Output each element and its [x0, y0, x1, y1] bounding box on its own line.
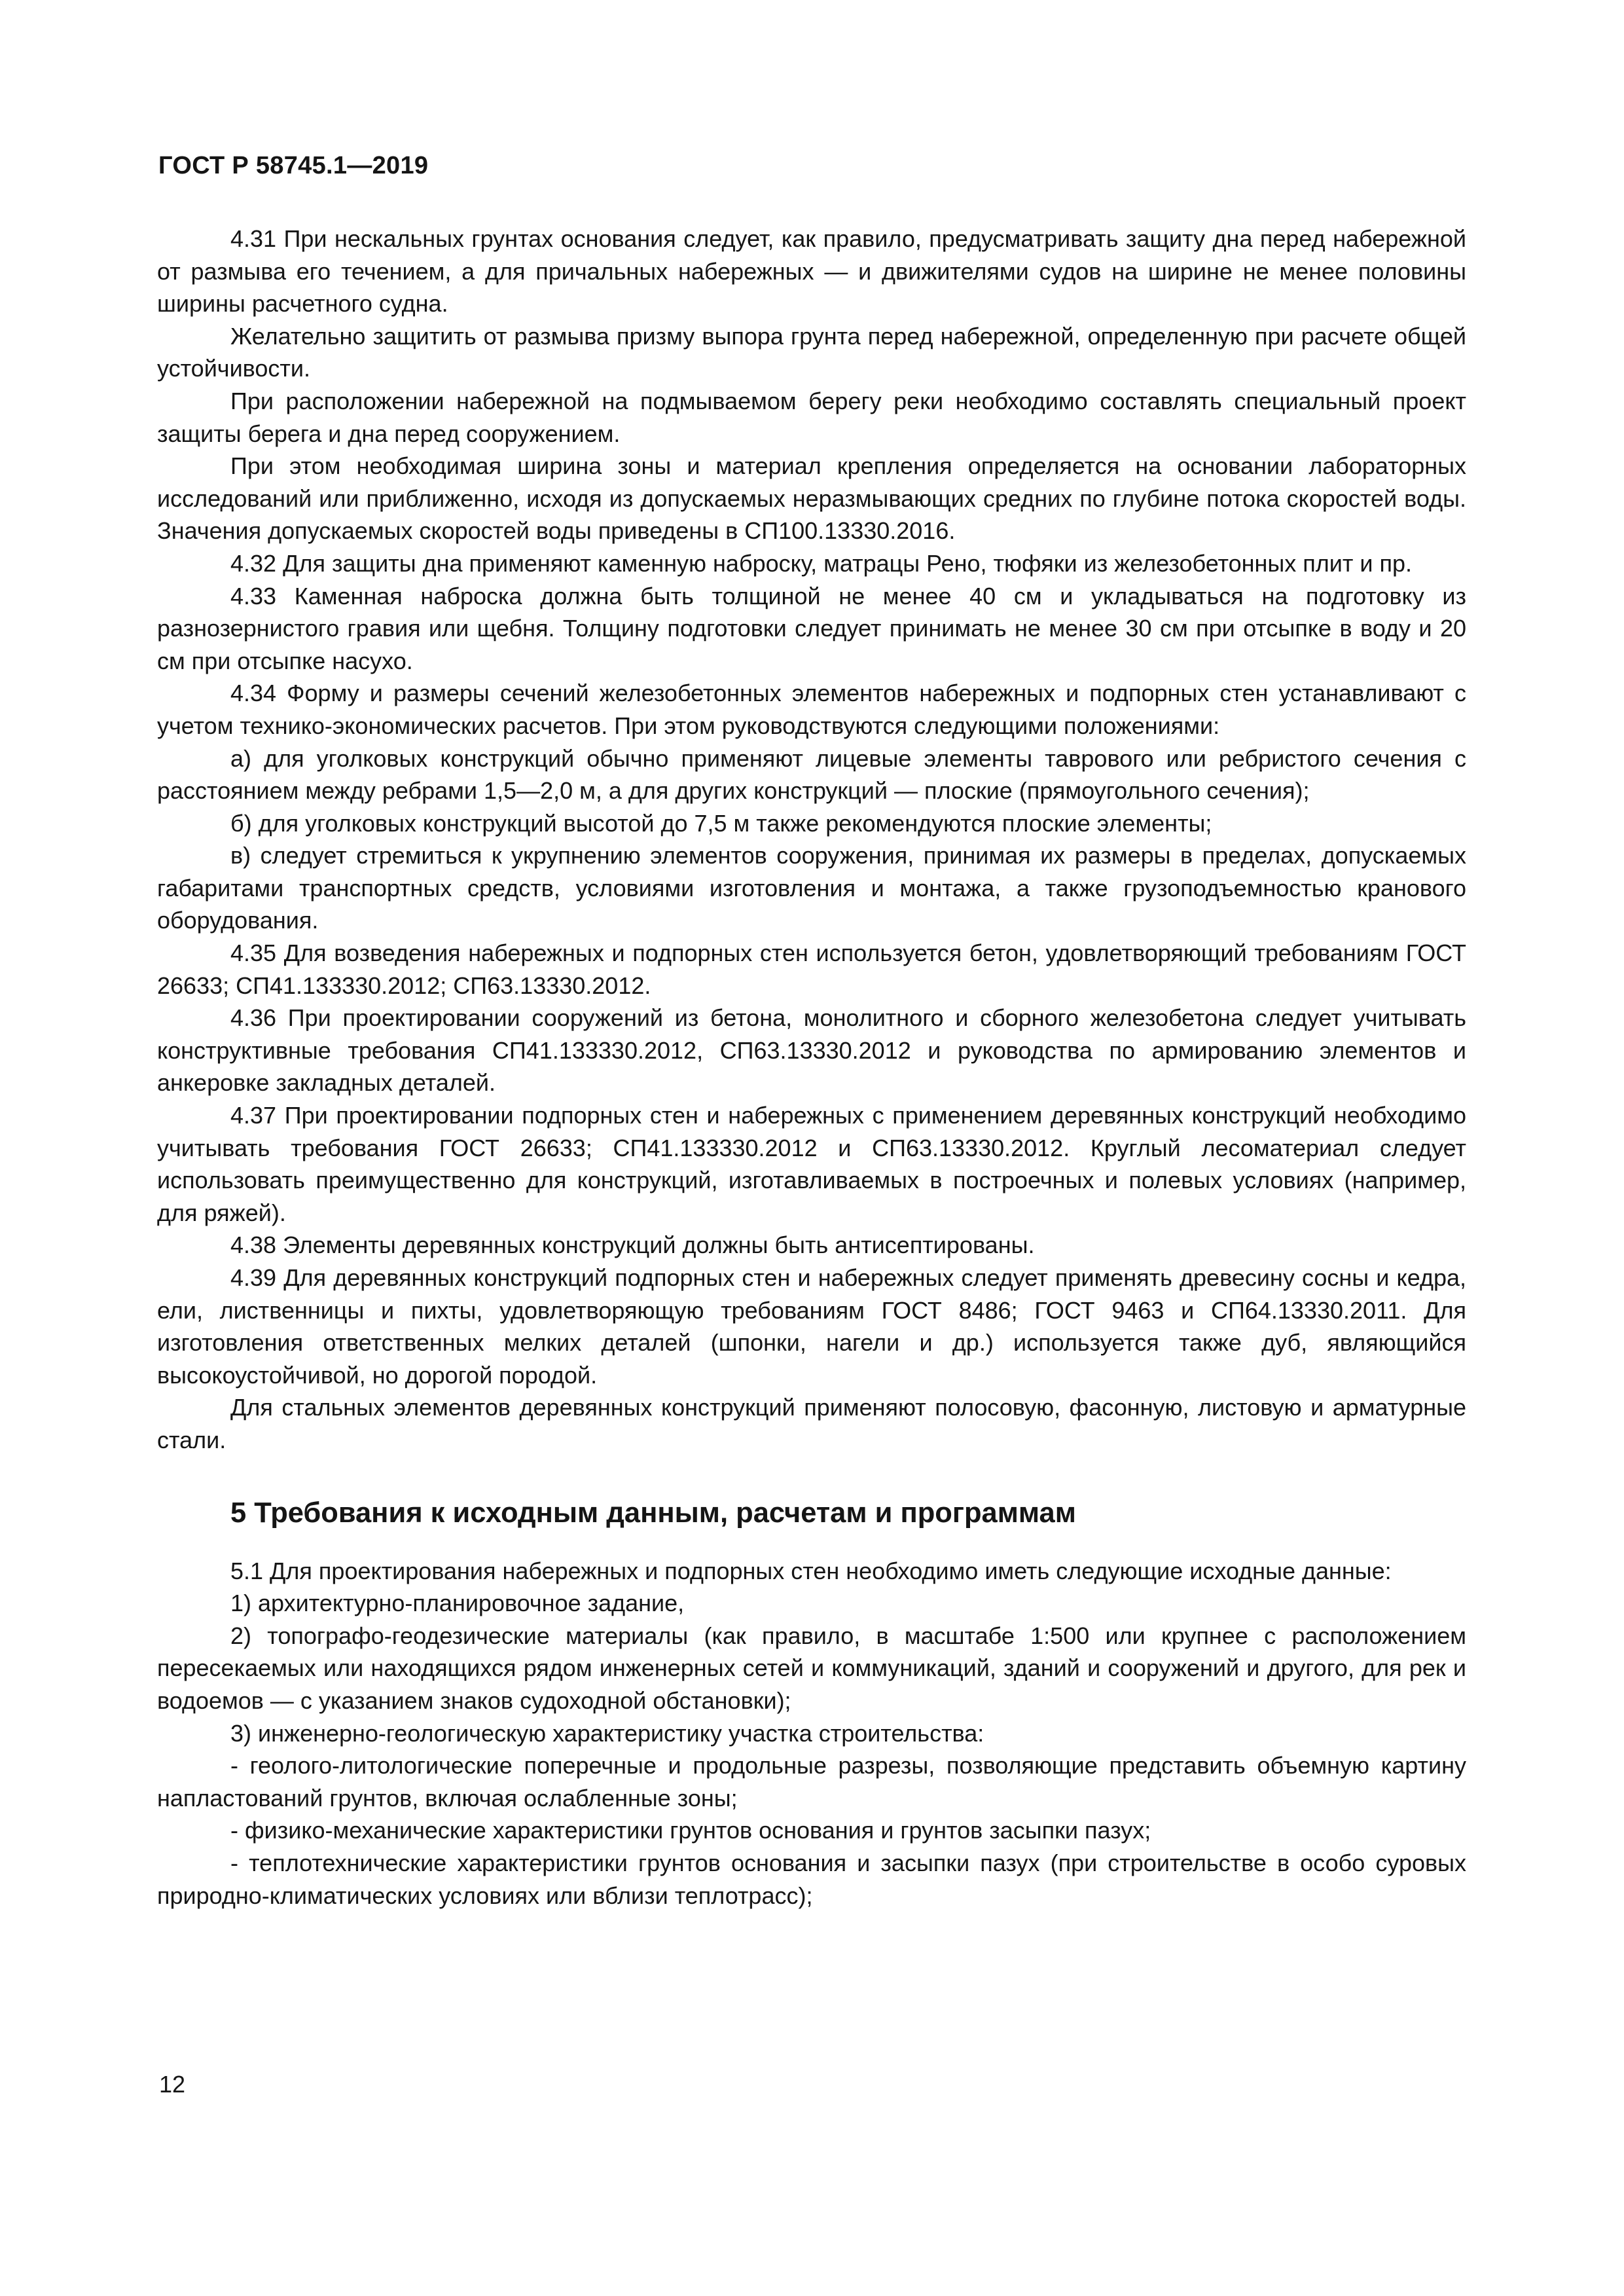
- list-item-4-34-b: б) для уголковых конструкций высотой до 7,5 м также рекомендуются плоские элементы;: [230, 809, 1212, 837]
- list-item-5-1-3: 3) инженерно-геологическую характеристику участка строительства:: [230, 1719, 984, 1747]
- list-item-5-1-2: 2) топографо-геодезические материалы (как правило, в масштабе 1:500 или крупнее с расположением пересекаемых или находящихся рядом инженерных сетей и коммуникаций, зданий и сооружений и другого, для рек и водоемов — с указанием знаков судоходной обстановки);: [157, 1622, 1466, 1714]
- paragraph-4-35: 4.35 Для возведения набережных и подпорных стен используется бетон, удовлетворяющий требованиям ГОСТ 26633; СП41.133330.2012; СП63.13330.2012.: [157, 939, 1466, 999]
- bullet-geology-sections: - геолого-литологические поперечные и продольные разрезы, позволяющие представить объемную картину напластований грунтов, включая ослабленные зоны;: [157, 1752, 1466, 1812]
- document-header: ГОСТ Р 58745.1—2019: [158, 152, 429, 179]
- paragraph-4-38: 4.38 Элементы деревянных конструкций должны быть антисептированы.: [230, 1231, 1035, 1259]
- paragraph-4-39-steel: Для стальных элементов деревянных конструкций применяют полосовую, фасонную, листовую и арматурные стали.: [157, 1394, 1466, 1453]
- paragraph-4-31-zone-width: При этом необходимая ширина зоны и материал крепления определяется на основании лабораторных исследований или приближенно, исходя из допускаемых неразмывающих средних по глубине потока скоростей воды. Значения допускаемых скоростей воды приведены в СП100.13330.2016.: [157, 452, 1466, 545]
- section-5-heading: 5 Требования к исходным данным, расчетам и программам: [230, 1497, 1076, 1529]
- list-item-4-34-a: а) для уголковых конструкций обычно применяют лицевые элементы таврового или ребристого сечения с расстоянием между ребрами 1,5—2,0 м, а для других конструкций — плоские (прямоугольного сечения);: [157, 744, 1466, 805]
- paragraph-4-39: 4.39 Для деревянных конструкций подпорных стен и набережных следует применять древесину сосны и кедра, ели, лиственницы и пихты, удовлетворяющую требованиям ГОСТ 8486; ГОСТ 9463 и СП64.13330.2011. Для изготовления ответственных мелких деталей (шпонки, нагели и др.) используется также дуб, являющийся высокоустойчивой, но дорогой породой.: [157, 1264, 1466, 1389]
- paragraph-4-36: 4.36 При проектировании сооружений из бетона, монолитного и сборного железобетона следует учитывать конструктивные требования СП41.133330.2012, СП63.13330.2012 и руководства по армированию элементов и анкеровке закладных деталей.: [157, 1004, 1466, 1097]
- paragraph-4-31-erosion-prism: Желательно защитить от размыва призму выпора грунта перед набережной, определенную при расчете общей устойчивости.: [157, 322, 1466, 382]
- bullet-physical-mechanical: - физико-механические характеристики грунтов основания и грунтов засыпки пазух;: [230, 1817, 1151, 1844]
- paragraph-4-33: 4.33 Каменная наброска должна быть толщиной не менее 40 см и укладываться на подготовку из разнозернистого гравия или щебня. Толщину подготовки следует принимать не менее 30 см при отсыпке в воду и 20 см при отсыпке насухо.: [157, 582, 1466, 674]
- page-number: 12: [159, 2071, 186, 2098]
- section-5: [157, 1555, 1466, 1912]
- paragraph-4-31-riverbank: При расположении набережной на подмываемом берегу реки необходимо составлять специальный проект защиты берега и дна перед сооружением.: [157, 387, 1466, 447]
- list-item-4-34-v: в) следует стремиться к укрупнению элементов сооружения, принимая их размеры в пределах, допускаемых габаритами транспортных средств, условиями изготовления и монтажа, а также грузоподъемностью кранового оборудования.: [157, 842, 1466, 934]
- paragraph-4-31: 4.31 При нескальных грунтах основания следует, как правило, предусматривать защиту дна перед набережной от размыва его течением, а для причальных набережных — и движителями судов на ширине не менее половины ширины расчетного судна.: [157, 225, 1466, 318]
- paragraph-4-32: 4.32 Для защиты дна применяют каменную наброску, матрацы Рено, тюфяки из железобетонных плит и пр.: [230, 549, 1412, 577]
- list-item-5-1-1: 1) архитектурно-планировочное задание,: [230, 1590, 685, 1617]
- paragraph-4-34: 4.34 Форму и размеры сечений железобетонных элементов набережных и подпорных стен устанавливают с учетом технико-экономических расчетов. При этом руководствуются следующими положениями:: [157, 680, 1466, 739]
- bullet-thermal: - теплотехнические характеристики грунтов основания и засыпки пазух (при строительстве в особо суровых природно-климатических условиях или вблизи теплотрасс);: [157, 1849, 1466, 1909]
- document-body: [157, 223, 1466, 1912]
- section-4-continuation: [157, 223, 1466, 1457]
- paragraph-5-1: 5.1 Для проектирования набережных и подпорных стен необходимо иметь следующие исходные данные:: [230, 1557, 1392, 1584]
- paragraph-4-37: 4.37 При проектировании подпорных стен и набережных с применением деревянных конструкций необходимо учитывать требования ГОСТ 26633; СП41.133330.2012 и СП63.13330.2012. Круглый лесоматериал следует использовать преимущественно для конструкций, изготавливаемых в построечных и полевых условиях (например, для ряжей).: [157, 1102, 1466, 1226]
